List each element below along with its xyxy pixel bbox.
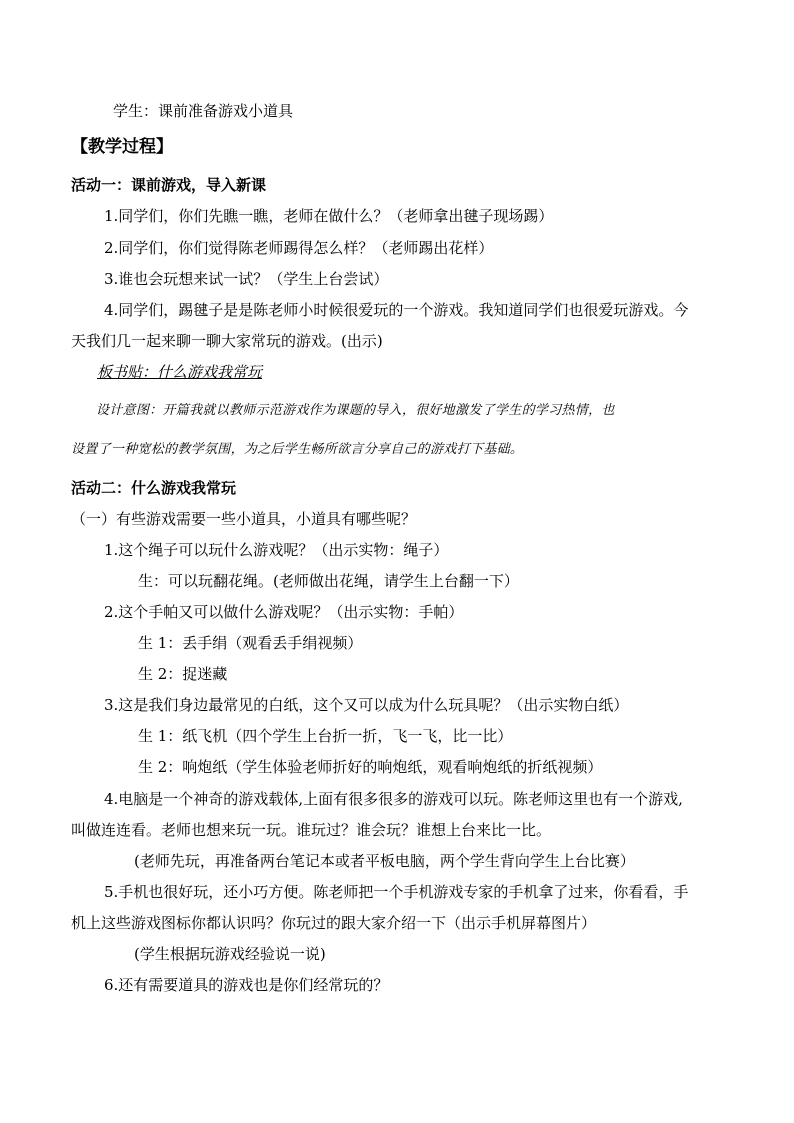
activity2-line-13: 机上这些游戏图标你都认识吗？你玩过的跟大家介绍一下（出示手机屏幕图片） [71,914,597,932]
activity2-sub1: （一）有些游戏需要一些小道具，小道具有哪些呢？ [71,510,417,528]
activity1-line-3: 3.谁也会玩想来试一试？（学生上台尝试） [104,270,389,288]
activity2-line-9: 4.电脑是一个神奇的游戏载体,上面有很多很多的游戏可以玩。陈老师这里也有一个游戏, [104,790,683,808]
activity2-line-15: 6.还有需要道具的游戏也是你们经常玩的？ [104,976,389,994]
activity2-line-2: 生：可以玩翻花绳。(老师做出花绳，请学生上台翻一下） [138,572,519,590]
activity2-line-5: 生 2：捉迷藏 [138,665,228,683]
activity2-line-14: (学生根据玩游戏经验说一说) [134,945,326,963]
activity2-line-12: 5.手机也很好玩，还小巧方便。陈老师把一个手机游戏专家的手机拿了过来，你看看，手 [104,883,689,901]
activity1-line-5: 天我们几一起来聊一聊大家常玩的游戏。(出示) [71,332,383,350]
activity2-line-3: 2.这个手帕又可以做什么游戏呢？（出示实物：手帕） [104,603,464,621]
activity2-line-10: 叫做连连看。老师也想来玩一玩。谁玩过？谁会玩？谁想上台来比一比。 [71,821,552,839]
activity1-line-2: 2.同学们，你们觉得陈老师踢得怎么样？（老师踢出花样） [104,239,494,257]
activity1-title: 活动一：课前游戏，导入新课 [71,176,267,194]
activity2-line-11: (老师先玩，再准备两台笔记本或者平板电脑，两个学生背向学生上台比赛） [134,852,635,870]
board-note: 板书贴：什么游戏我常玩 [97,363,263,381]
activity2-title: 活动二：什么游戏我常玩 [71,479,237,497]
activity1-line-4: 4.同学们，踢毽子是是陈老师小时候很爱玩的一个游戏。我知道同学们也很爱玩游戏。今 [104,301,689,319]
activity2-line-1: 1.这个绳子可以玩什么游戏呢？（出示实物：绳子） [104,541,449,559]
design-note-1: 设计意图：开篇我就以教师示范游戏作为课题的导入，很好地激发了学生的学习热情，也 [96,403,615,418]
section-title: 【教学过程】 [71,137,173,157]
activity2-line-8: 生 2：响炮纸（学生体验老师折好的响炮纸，观看响炮纸的折纸视频） [138,758,603,776]
design-note-2: 设置了一种宽松的教学氛围，为之后学生畅所欲言分享自己的游戏打下基础。 [71,442,524,457]
activity2-line-6: 3.这是我们身边最常见的白纸，这个又可以成为什么玩具呢？（出示实物白纸） [104,696,629,714]
activity1-line-1: 1.同学们，你们先瞧一瞧，老师在做什么？（老师拿出毽子现场踢） [104,207,554,225]
students-prep: 学生：课前准备游戏小道具 [113,102,294,120]
activity2-line-4: 生 1：丢手绢（观看丢手绢视频） [138,634,363,652]
activity2-line-7: 生 1：纸飞机（四个学生上台折一折，飞一飞，比一比） [138,727,513,745]
